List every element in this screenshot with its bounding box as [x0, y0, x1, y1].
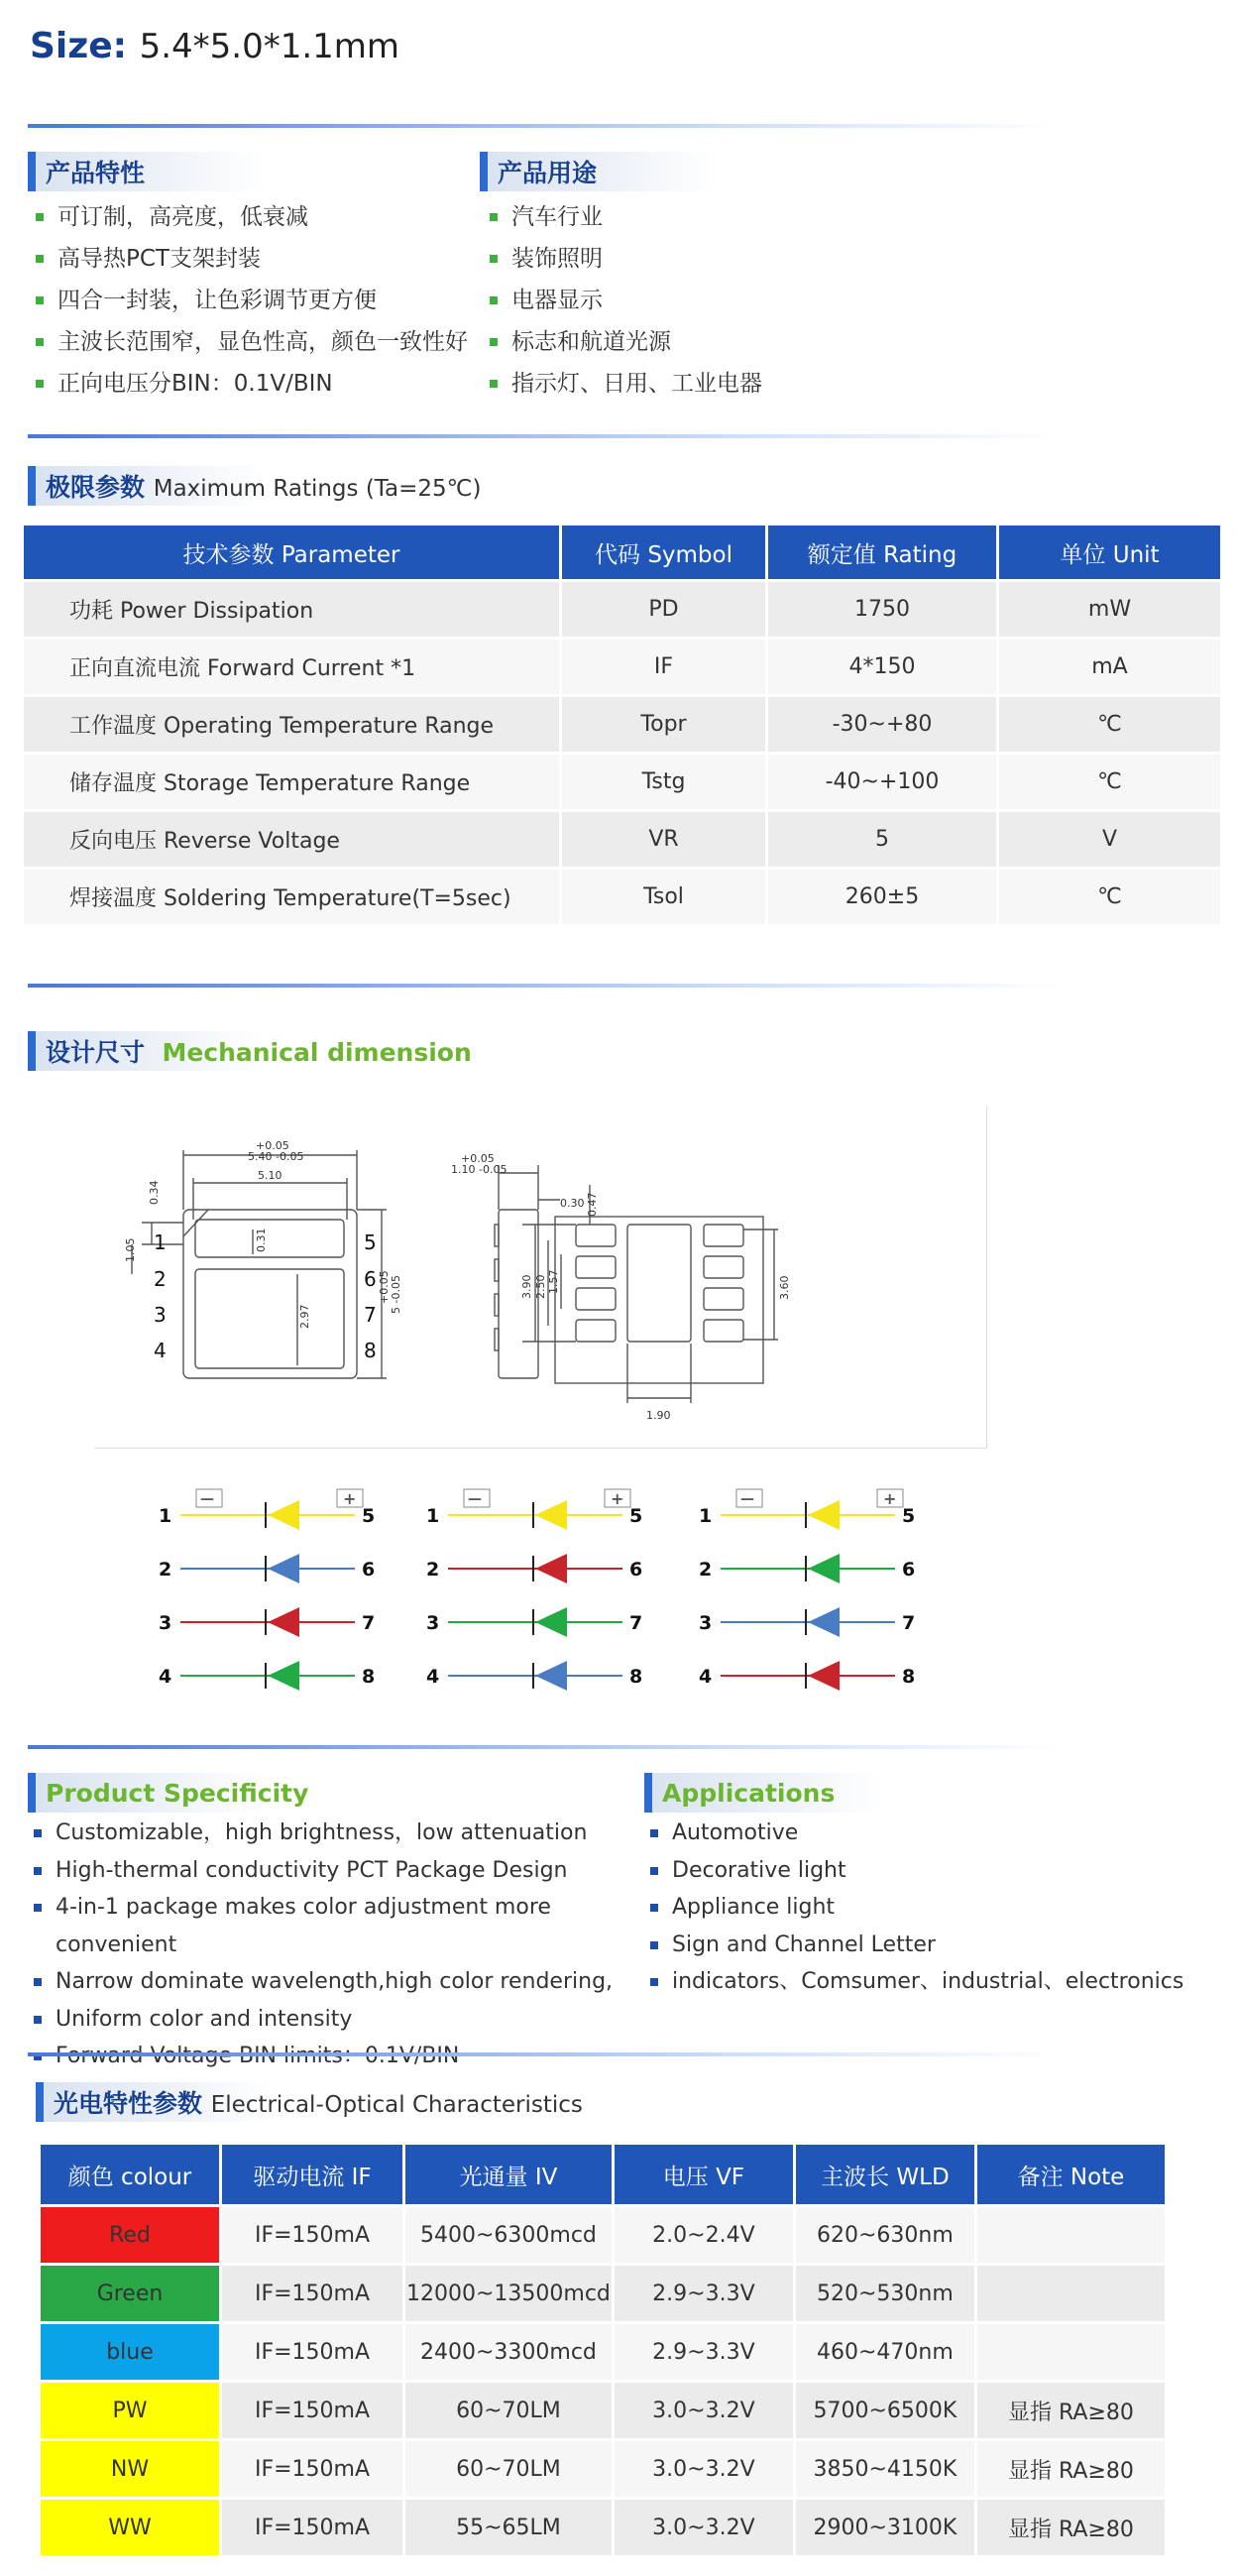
table-row: [41, 2500, 1165, 2555]
pin-label: 2: [426, 1559, 440, 1581]
pin-label: 6: [364, 1267, 377, 1291]
table-cell: 5400~6300mcd: [405, 2207, 612, 2263]
led-diode-icon: [535, 1607, 567, 1637]
table-row: 工作温度 Operating Temperature Range Topr -30~+80 ℃: [24, 697, 1220, 752]
led-diode-icon: [808, 1554, 840, 1583]
column-header: 技术参数 Parameter: [24, 526, 559, 579]
table-cell: 460~470nm: [796, 2324, 974, 2380]
table-cell: 2.9~3.3V: [615, 2324, 793, 2380]
pin-label: 5: [364, 1230, 377, 1254]
mechanical-heading: 设计尺寸 Mechanical dimension: [28, 1031, 472, 1071]
table-cell: 520~530nm: [796, 2266, 974, 2321]
pin-label: 3: [426, 1612, 440, 1634]
dim-label: 1.05: [124, 1237, 137, 1262]
table-cell: 3850~4150K: [796, 2441, 974, 2497]
divider: [28, 124, 1059, 128]
divider: [28, 1745, 1059, 1749]
table-cell: [977, 2207, 1165, 2263]
column-header: 额定值 Rating: [768, 526, 996, 579]
pin-label: 2: [154, 1267, 167, 1291]
table-cell: IF=150mA: [222, 2266, 402, 2321]
colour-cell: NW: [41, 2441, 219, 2497]
pin-label: 7: [902, 1612, 916, 1634]
colour-cell: Green: [41, 2266, 219, 2321]
table-row: [41, 2207, 1165, 2263]
table-cell: 2400~3300mcd: [405, 2324, 612, 2380]
column-header: 电压 VF: [615, 2145, 793, 2204]
pin-label: 6: [362, 1559, 376, 1581]
led-diode-icon: [808, 1607, 840, 1637]
dim-label: 1.10 -0.05: [451, 1163, 507, 1176]
features-en-heading: Product Specificity: [28, 1773, 308, 1813]
table-row: 功耗 Power Dissipation PD 1750 mW: [24, 582, 1220, 637]
dim-label: +0.05: [461, 1152, 495, 1165]
column-header: 主波长 WLD: [796, 2145, 974, 2204]
list-item: Automotive: [646, 1815, 1201, 1852]
dim-label: 3.90: [520, 1274, 533, 1299]
table-cell: IF=150mA: [222, 2500, 402, 2555]
list-item: Sign and Channel Letter: [646, 1927, 1201, 1964]
list-item: 标志和航道光源: [486, 321, 882, 363]
plus-sign: +: [343, 1489, 357, 1508]
pin-label: 1: [699, 1505, 713, 1527]
colour-cell: PW: [41, 2383, 219, 2438]
minus-sign: —: [468, 1491, 482, 1507]
column-header: 备注 Note: [977, 2145, 1165, 2204]
dim-label: 3.60: [778, 1275, 791, 1300]
pin-label: 5: [629, 1505, 643, 1527]
eo-table: [38, 2142, 1168, 2558]
pin-label: 6: [902, 1559, 916, 1581]
list-item: Uniform color and intensity: [30, 2001, 644, 2039]
pin-label: 2: [159, 1559, 172, 1581]
led-diode-icon: [535, 1500, 567, 1530]
led-diode-icon: [808, 1661, 840, 1691]
led-diode-icon: [268, 1554, 299, 1583]
pin-label: 2: [699, 1559, 713, 1581]
list-item: 指示灯、日用、工业电器: [486, 363, 882, 405]
pin-label: 4: [159, 1666, 172, 1688]
column-header: 代码 Symbol: [562, 526, 765, 579]
table-row: [41, 2441, 1165, 2497]
applications-cn-heading: 产品用途: [480, 152, 597, 191]
list-item: Customizable，high brightness，low attenuation: [30, 1815, 644, 1852]
pin-label: 4: [426, 1666, 440, 1688]
pin-label: 7: [364, 1303, 377, 1327]
table-row: 正向直流电流 Forward Current *1 IF 4*150 mA: [24, 640, 1220, 694]
list-item: 4-in-1 package makes color adjustment more convenient: [30, 1889, 644, 1963]
pin-label: 4: [154, 1339, 167, 1362]
list-item: Decorative light: [646, 1852, 1201, 1890]
table-cell: 2.0~2.4V: [615, 2207, 793, 2263]
pin-label: 8: [364, 1339, 377, 1362]
pin-label: 3: [699, 1612, 713, 1634]
pin-label: 4: [699, 1666, 713, 1688]
pin-label: 8: [362, 1666, 376, 1688]
max-ratings-table: [21, 523, 1223, 927]
led-diode-icon: [268, 1661, 299, 1691]
table-row: [41, 2383, 1165, 2438]
list-item: 汽车行业: [486, 196, 882, 238]
dim-label: 5 -0.05: [390, 1275, 402, 1314]
dim-label: 0.47: [586, 1192, 599, 1217]
colour-cell: Red: [41, 2207, 219, 2263]
table-row: [41, 2266, 1165, 2321]
list-item: 可订制，高亮度，低衰减: [32, 196, 478, 238]
dim-label: 1.90: [646, 1409, 671, 1422]
table-cell: 2900~3100K: [796, 2500, 974, 2555]
table-cell: 2.9~3.3V: [615, 2266, 793, 2321]
led-diode-icon: [268, 1607, 299, 1637]
table-cell: 3.0~3.2V: [615, 2383, 793, 2438]
mechanical-drawing: [94, 1106, 987, 1449]
pin-label: 1: [154, 1230, 167, 1254]
table-row: 反向电压 Reverse Voltage VR 5 V: [24, 812, 1220, 867]
table-row: 焊接温度 Soldering Temperature(T=5sec) Tsol 260±5 ℃: [24, 870, 1220, 924]
table-cell: [977, 2324, 1165, 2380]
list-item: 电器显示: [486, 280, 882, 321]
pin-label: 3: [154, 1303, 167, 1327]
plus-sign: +: [883, 1489, 897, 1508]
table-cell: IF=150mA: [222, 2441, 402, 2497]
table-cell: 3.0~3.2V: [615, 2500, 793, 2555]
list-item: 主波长范围窄，显色性高，颜色一致性好: [32, 321, 478, 363]
table-cell: [977, 2266, 1165, 2321]
column-header: 颜色 colour: [41, 2145, 219, 2204]
colour-cell: blue: [41, 2324, 219, 2380]
dim-label: 0.31: [255, 1228, 268, 1252]
pin-label: 8: [902, 1666, 916, 1688]
applications-cn-list: [486, 196, 882, 405]
dim-label: 5.10: [258, 1169, 282, 1182]
plus-sign: +: [611, 1489, 624, 1508]
table-cell: IF=150mA: [222, 2324, 402, 2380]
pin-label: 1: [426, 1505, 440, 1527]
divider: [28, 984, 1059, 988]
table-cell: 5700~6500K: [796, 2383, 974, 2438]
features-cn-heading: 产品特性: [28, 152, 145, 191]
dim-label: 0.34: [148, 1180, 161, 1205]
list-item: indicators、Comsumer、industrial、electronics: [646, 1963, 1201, 2001]
list-item: Appliance light: [646, 1889, 1201, 1927]
pin-label: 5: [902, 1505, 916, 1527]
applications-en-list: [646, 1815, 1201, 2001]
table-cell: 60~70LM: [405, 2383, 612, 2438]
pin-label: 8: [629, 1666, 643, 1688]
table-cell: 显指 RA≥80: [977, 2441, 1165, 2497]
size-label: Size:: [30, 26, 128, 66]
features-en-list: [30, 1815, 644, 2075]
dim-label: +0.05: [256, 1139, 289, 1152]
column-header: 光通量 IV: [405, 2145, 612, 2204]
features-cn-list: [32, 196, 478, 405]
table-cell: 显指 RA≥80: [977, 2500, 1165, 2555]
table-cell: 3.0~3.2V: [615, 2441, 793, 2497]
column-header: 单位 Unit: [999, 526, 1220, 579]
size-value: 5.4*5.0*1.1mm: [139, 27, 400, 66]
list-item: 高导热PCT支架封装: [32, 238, 478, 280]
minus-sign: —: [200, 1491, 214, 1507]
pin-label: 3: [159, 1612, 172, 1634]
pin-label: 7: [362, 1612, 376, 1634]
led-diode-icon: [268, 1500, 299, 1530]
column-header: 驱动电流 IF: [222, 2145, 402, 2204]
size-title: [30, 26, 399, 66]
list-item: High-thermal conductivity PCT Package Design: [30, 1852, 644, 1890]
led-diode-icon: [808, 1500, 840, 1530]
dim-label: 0.30: [560, 1197, 585, 1210]
dim-label: 5.40 -0.05: [248, 1150, 304, 1163]
table-cell: 12000~13500mcd: [405, 2266, 612, 2321]
pin-label: 6: [629, 1559, 643, 1581]
pin-label: 7: [629, 1612, 643, 1634]
dim-label: 2.50: [534, 1274, 547, 1299]
table-row: 储存温度 Storage Temperature Range Tstg -40~+100 ℃: [24, 755, 1220, 809]
table-cell: 55~65LM: [405, 2500, 612, 2555]
list-item: 装饰照明: [486, 238, 882, 280]
list-item: 四合一封装，让色彩调节更方便: [32, 280, 478, 321]
colour-cell: WW: [41, 2500, 219, 2555]
list-item: 正向电压分BIN：0.1V/BIN: [32, 363, 478, 405]
table-cell: 显指 RA≥80: [977, 2383, 1165, 2438]
led-diode-icon: [535, 1661, 567, 1691]
table-row: [41, 2324, 1165, 2380]
table-cell: IF=150mA: [222, 2383, 402, 2438]
circuit-diagrams: [159, 1487, 952, 1705]
list-item: Narrow dominate wavelength,high color rendering,: [30, 1963, 644, 2001]
divider: [28, 2052, 1059, 2056]
pin-label: 1: [159, 1505, 172, 1527]
pin-label: 5: [362, 1505, 376, 1527]
table-cell: IF=150mA: [222, 2207, 402, 2263]
applications-en-heading: Applications: [644, 1773, 835, 1813]
dim-label: 2.97: [298, 1304, 311, 1329]
max-ratings-heading: 极限参数 Maximum Ratings (Ta=25℃): [28, 466, 481, 506]
dim-label: 1.57: [547, 1269, 560, 1294]
led-diode-icon: [535, 1554, 567, 1583]
table-cell: 620~630nm: [796, 2207, 974, 2263]
table-cell: 60~70LM: [405, 2441, 612, 2497]
eo-heading: 光电特性参数 Electrical-Optical Characteristics: [36, 2082, 583, 2122]
dim-label: +0.05: [378, 1270, 391, 1304]
divider: [28, 434, 1059, 438]
minus-sign: —: [740, 1491, 754, 1507]
